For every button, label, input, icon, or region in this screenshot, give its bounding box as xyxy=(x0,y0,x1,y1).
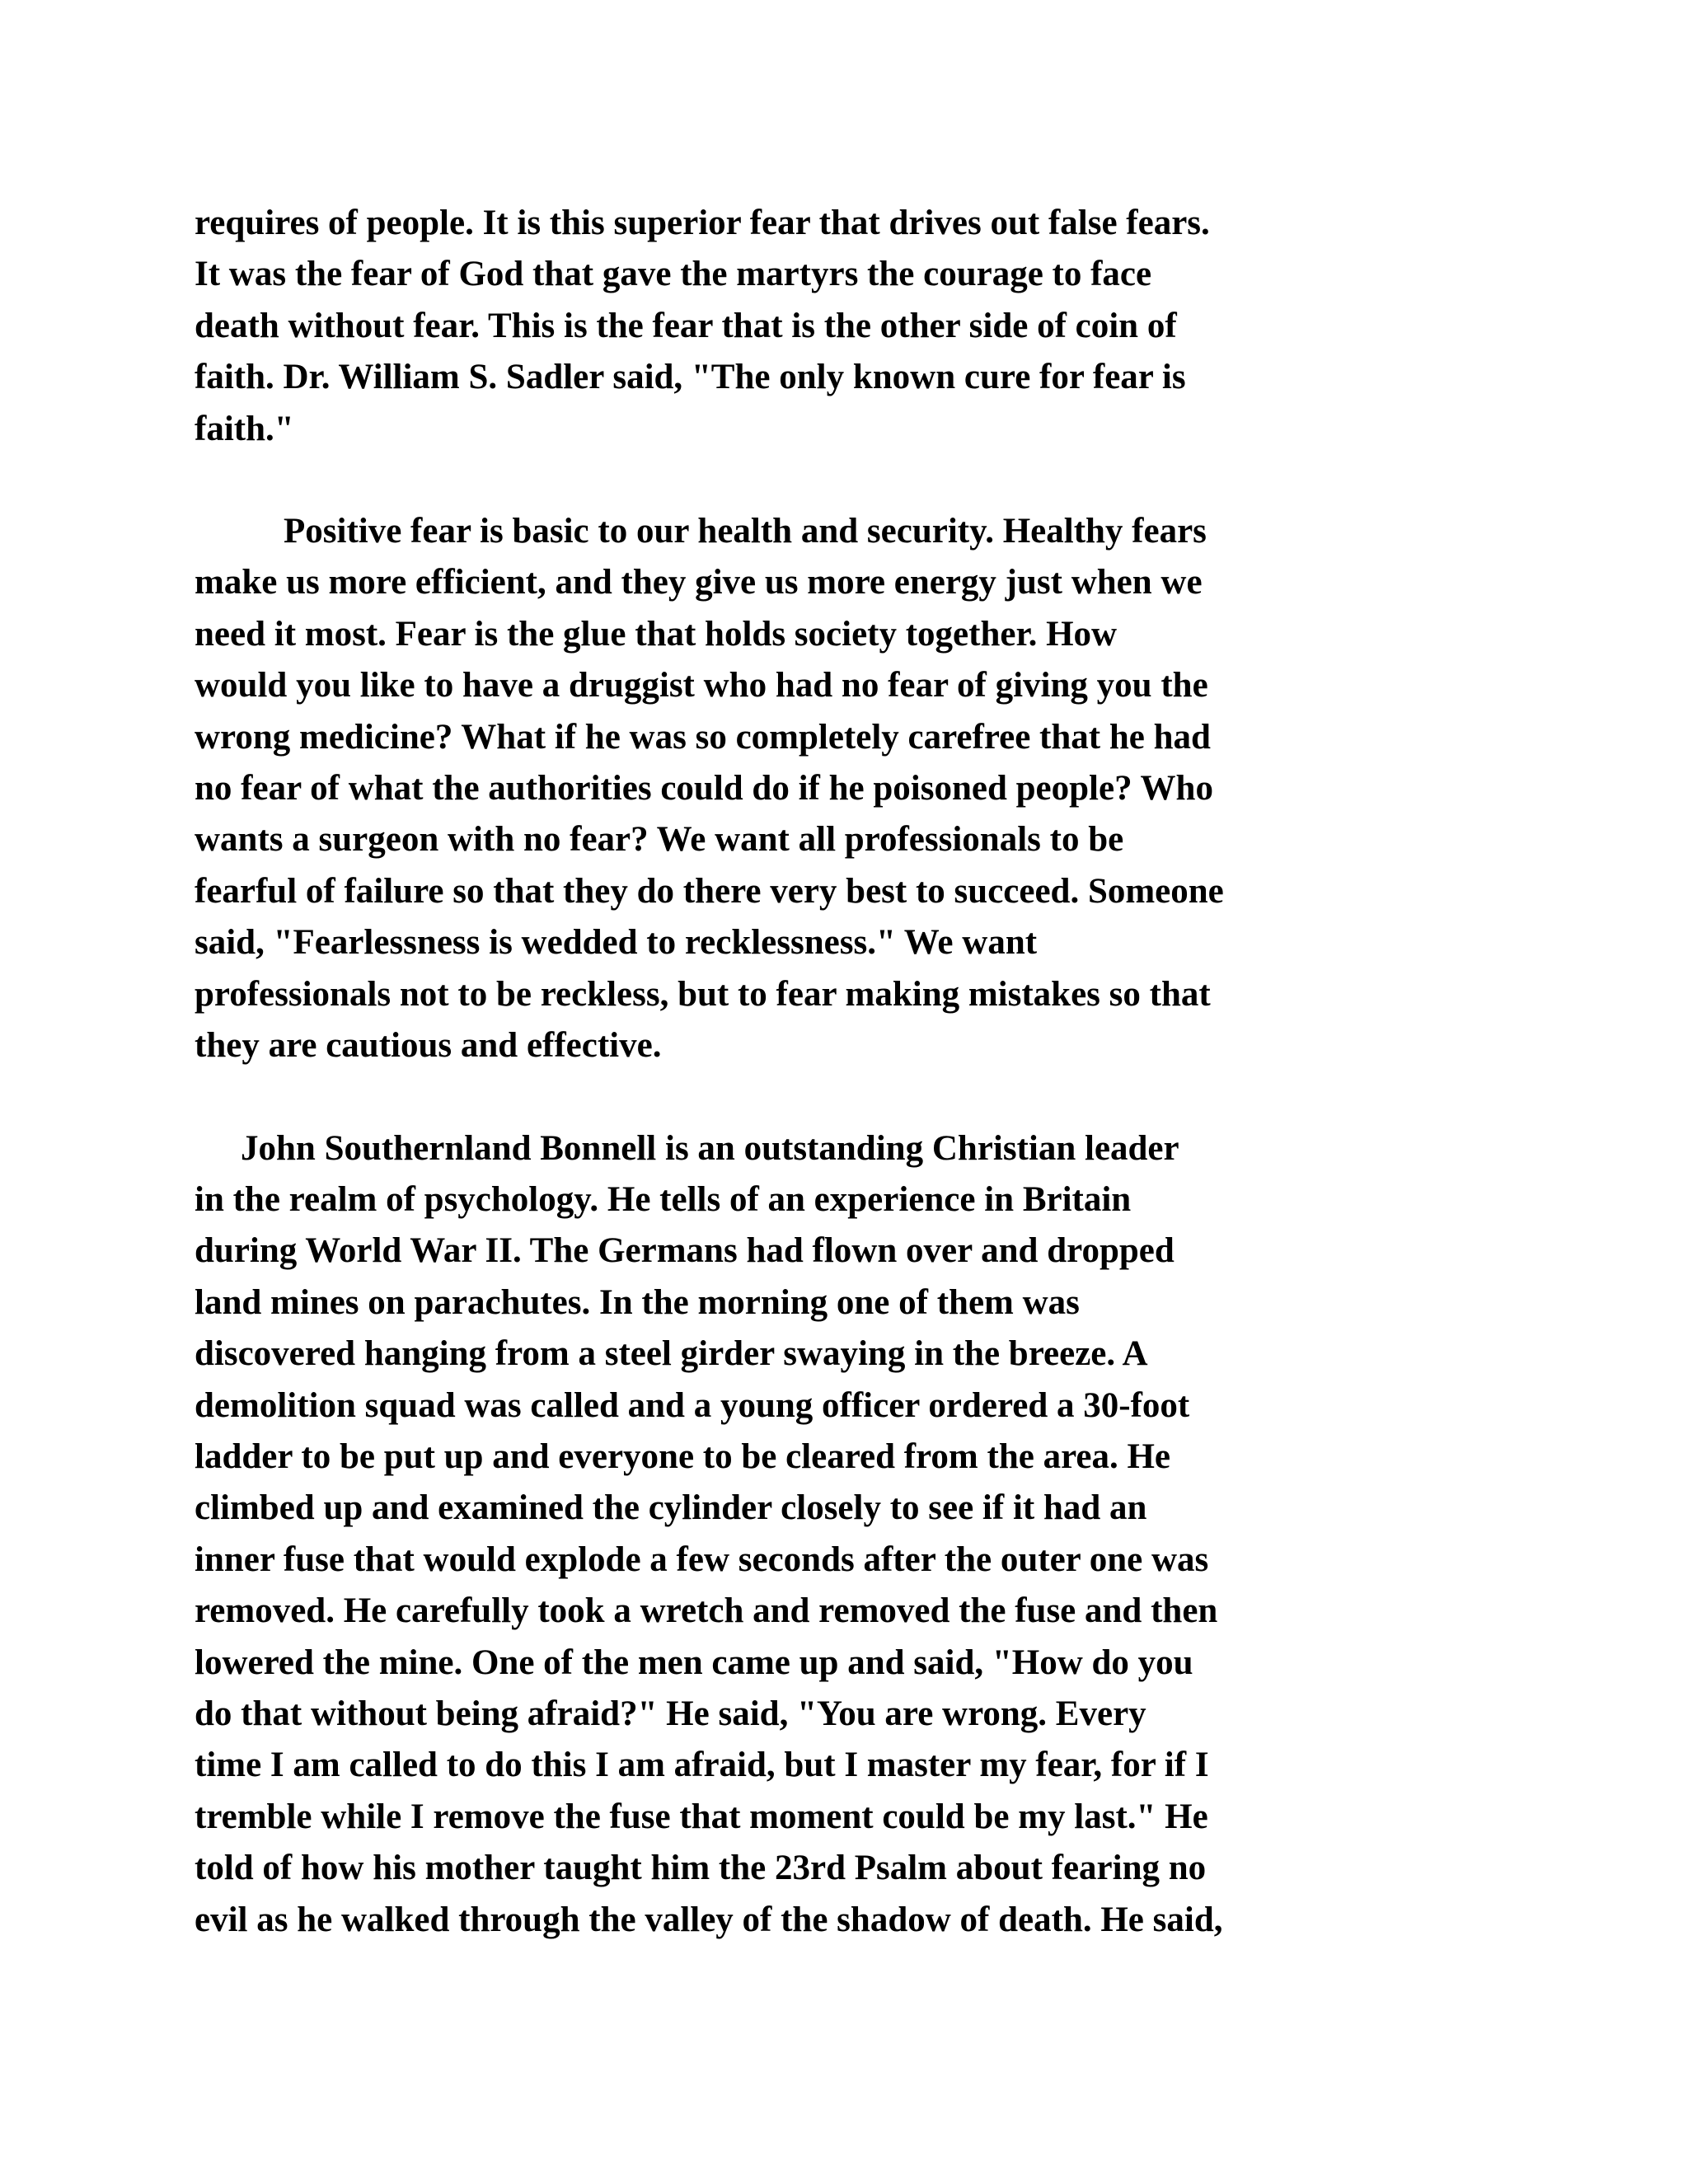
text-line: said, "Fearlessness is wedded to recklessness." We want xyxy=(195,923,1038,963)
text-line: need it most. Fear is the glue that holds society together. How xyxy=(195,614,1118,654)
text-line: climbed up and examined the cylinder closely to see if it had an xyxy=(195,1488,1147,1528)
text-line: requires of people. It is this superior fear that drives out false fears. xyxy=(195,204,1210,242)
text-line: time I am called to do this I am afraid, but I master my fear, for if I xyxy=(195,1746,1209,1785)
paragraph-3 xyxy=(195,1123,1530,1947)
text-line: tremble while I remove the fuse that moment could be my last." He xyxy=(195,1797,1208,1836)
text-line: inner fuse that would explode a few seconds after the outer one was xyxy=(195,1540,1209,1579)
text-line: wrong medicine? What if he was so completely carefree that he had xyxy=(195,717,1211,757)
text-line: evil as he walked through the valley of the shadow of death. He said, xyxy=(195,1900,1223,1939)
text-line: discovered hanging from a steel girder swaying in the breeze. A xyxy=(195,1334,1148,1374)
paragraph-2 xyxy=(195,506,1530,1071)
text-line: fearful of failure so that they do there very best to succeed. Someone xyxy=(195,871,1224,911)
text-line: in the realm of psychology. He tells of an experience in Britain xyxy=(195,1179,1132,1219)
text-line: wants a surgeon with no fear? We want all professionals to be xyxy=(195,820,1124,860)
text-line: Positive fear is basic to our health and security. Healthy fears xyxy=(284,512,1207,551)
text-line: professionals not to be reckless, but to fear making mistakes so that xyxy=(195,974,1211,1014)
paragraph-1 xyxy=(195,198,1530,455)
text-line: would you like to have a druggist who had no fear of giving you the xyxy=(195,666,1208,705)
text-line: faith." xyxy=(195,409,294,448)
text-line: It was the fear of God that gave the martyrs the courage to face xyxy=(195,255,1152,294)
text-line: they are cautious and effective. xyxy=(195,1026,662,1066)
text-line: do that without being afraid?" He said, "You are wrong. Every xyxy=(195,1694,1146,1733)
text-line: make us more efficient, and they give us more energy just when we xyxy=(195,563,1203,602)
body-text xyxy=(195,198,1530,1997)
text-line: no fear of what the authorities could do if he poisoned people? Who xyxy=(195,769,1213,808)
text-line: land mines on parachutes. In the morning one of them was xyxy=(195,1282,1080,1322)
text-line: lowered the mine. One of the men came up and said, "How do you xyxy=(195,1643,1193,1682)
text-line: told of how his mother taught him the 23rd Psalm about fearing no xyxy=(195,1849,1207,1888)
text-line: death without fear. This is the fear that is the other side of coin of xyxy=(195,306,1177,345)
text-line: demolition squad was called and a young officer ordered a 30-foot xyxy=(195,1385,1190,1425)
text-line: faith. Dr. William S. Sadler said, "The only known cure for fear is xyxy=(195,358,1186,397)
text-line: John Southernland Bonnell is an outstanding Christian leader xyxy=(241,1128,1179,1168)
text-line: removed. He carefully took a wretch and removed the fuse and then xyxy=(195,1591,1218,1631)
text-line: during World War II. The Germans had flown over and dropped xyxy=(195,1231,1175,1271)
text-line: ladder to be put up and everyone to be cleared from the area. He xyxy=(195,1436,1170,1476)
